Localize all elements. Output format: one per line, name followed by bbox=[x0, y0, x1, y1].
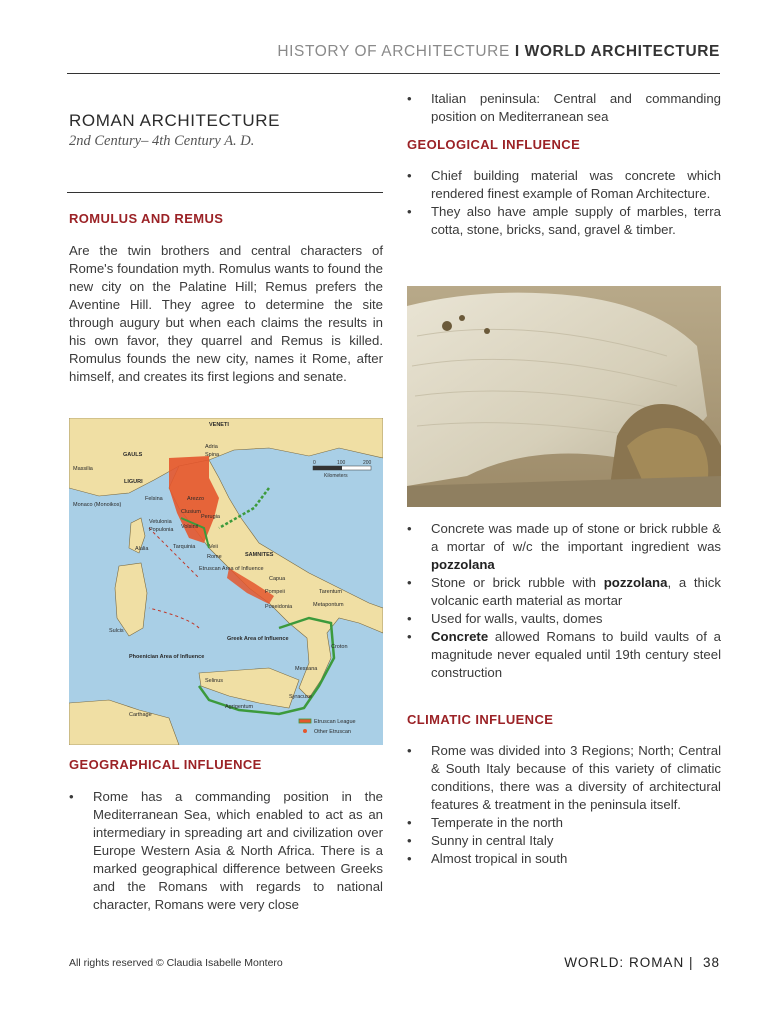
peninsula-item: • Italian peninsula: Central and commanding position on Mediterranean sea bbox=[407, 90, 721, 126]
label-volsinii: Volsinii bbox=[181, 524, 199, 530]
header-separator: I bbox=[509, 43, 525, 60]
romulus-body: Are the twin brothers and central characters of Rome's foundation myth. Romulus wants to found the new city on the Palatine Hill; Remus prefers the Aventine Hill. They agree to determine the site through augury but when each claims the results in his own favor, they quarrel and Remus is killed. Romulus founds the new city, names it Rome, after himself, and creates its first legions and senate. bbox=[69, 243, 383, 384]
label-perugia: Perugia bbox=[201, 514, 220, 520]
header-rule bbox=[67, 73, 720, 74]
legend-etruscan-league: Etruscan League bbox=[314, 719, 356, 725]
heading-romulus-remus: ROMULUS AND REMUS bbox=[69, 211, 224, 226]
header-section-title: WORLD ARCHITECTURE bbox=[524, 43, 720, 60]
concrete-item-2-bold: pozzolana bbox=[603, 575, 668, 590]
label-felsina: Felsina bbox=[145, 496, 163, 502]
running-header bbox=[277, 43, 720, 61]
concrete-item-2 bbox=[407, 574, 721, 610]
label-croton: Croton bbox=[331, 644, 348, 650]
scale-200: 200 bbox=[363, 460, 372, 466]
label-capua: Capua bbox=[269, 576, 286, 582]
header-book-title: HISTORY OF ARCHITECTURE bbox=[277, 43, 510, 60]
climatic-item: • Temperate in the north bbox=[407, 814, 721, 832]
scale-100: 100 bbox=[337, 460, 346, 466]
label-massilia: Massilia bbox=[73, 466, 93, 472]
label-carthage: Carthage bbox=[129, 712, 152, 718]
romulus-section bbox=[69, 242, 383, 386]
peninsula-list bbox=[407, 90, 721, 126]
concrete-item-4-bold: Concrete bbox=[431, 629, 489, 644]
footer-section: WORLD: ROMAN | bbox=[564, 955, 694, 970]
geological-section bbox=[407, 167, 721, 239]
concrete-item-4-text: allowed Romans to build vaults of a magnitude never equaled until 19th century steel construction bbox=[431, 629, 721, 680]
right-top-section bbox=[407, 90, 721, 126]
label-alalia: Alalia bbox=[135, 546, 149, 552]
concrete-item-1-bold: pozzolana bbox=[431, 557, 495, 572]
label-spina: Spina bbox=[205, 452, 220, 458]
scale-0: 0 bbox=[313, 460, 316, 466]
climatic-item: • Sunny in central Italy bbox=[407, 832, 721, 850]
concrete-item-1-text: Concrete was made up of stone or brick rubble & a mortar of w/c the important ingredient was bbox=[431, 521, 721, 554]
geographical-section bbox=[69, 788, 383, 914]
label-poseidonia: Poseidonia bbox=[265, 604, 293, 610]
scale-kilometers: Kilometers bbox=[324, 473, 348, 479]
label-messana: Messana bbox=[295, 666, 318, 672]
concrete-item-2-tail: , a thick volcanic earth material as mortar bbox=[431, 575, 721, 608]
label-greek-area: Greek Area of Influence bbox=[227, 636, 289, 642]
concrete-section bbox=[407, 520, 721, 682]
concrete-item-4 bbox=[407, 628, 721, 682]
label-tarquinia: Tarquinia bbox=[173, 544, 196, 550]
label-arezzo: Arezzo bbox=[187, 496, 205, 502]
heading-geological: GEOLOGICAL INFLUENCE bbox=[407, 137, 581, 152]
label-adria: Adria bbox=[205, 444, 218, 450]
label-sulcis: Sulcis bbox=[109, 628, 124, 634]
concrete-item-2-text: Stone or brick rubble with bbox=[431, 575, 604, 590]
label-agrigentum: Agrigentum bbox=[225, 704, 254, 710]
climatic-item: • Almost tropical in south bbox=[407, 850, 721, 868]
legend-other-etruscan: Other Etruscan bbox=[314, 729, 351, 735]
footer-page-info bbox=[564, 955, 720, 970]
label-veii: Veii bbox=[209, 544, 218, 550]
photo-volcanic-rock bbox=[407, 286, 721, 507]
label-veneti: VENETI bbox=[209, 422, 229, 428]
label-rome: Rome bbox=[207, 554, 222, 560]
climatic-list bbox=[407, 742, 721, 868]
concrete-item-1 bbox=[407, 520, 721, 574]
label-gauls: GAULS bbox=[123, 452, 143, 458]
label-etruscan-area: Etruscan Area of Influence bbox=[199, 566, 264, 572]
label-metapontum: Metapontum bbox=[313, 602, 344, 608]
concrete-list bbox=[407, 520, 721, 682]
label-syracuse: Syracuse bbox=[289, 694, 312, 700]
label-liguri: LIGURI bbox=[124, 479, 143, 485]
geographical-item: • Rome has a commanding position in the Mediterranean Sea, which enabled to act as an intermediary in spreading art and civilization over Europe Western Asia & North Africa. There is a marked geographical difference between Greeks and the Romans with regards to national character, Romans were very close bbox=[69, 788, 383, 914]
climatic-item: • Rome was divided into 3 Regions; North; Central & South Italy because of this variety of climatic conditions, there was a diversity of architectural features & treatment in the peninsula itself. bbox=[407, 742, 721, 814]
label-vetulonia: Vetulonia bbox=[149, 519, 172, 525]
geological-item: • They also have ample supply of marbles, terra cotta, stone, bricks, sand, gravel & timber. bbox=[407, 203, 721, 239]
label-selinus: Selinus bbox=[205, 678, 224, 684]
page-title: ROMAN ARCHITECTURE bbox=[69, 111, 281, 130]
label-phoenician-area: Phoenician Area of Influence bbox=[129, 654, 205, 660]
climatic-section bbox=[407, 742, 721, 868]
label-tarentum: Tarentum bbox=[319, 589, 342, 595]
page-number: 38 bbox=[702, 955, 720, 970]
heading-climatic: CLIMATIC INFLUENCE bbox=[407, 712, 554, 727]
label-samnites: SAMNITES bbox=[245, 552, 274, 558]
concrete-item-3: • Used for walls, vaults, domes bbox=[407, 610, 721, 628]
label-pompeii: Pompeii bbox=[265, 589, 285, 595]
label-monaco: Monaco (Monoikos) bbox=[73, 502, 122, 508]
page-subtitle: 2nd Century– 4th Century A. D. bbox=[69, 133, 255, 149]
label-clusium: Clusium bbox=[181, 509, 201, 515]
map-ancient-italy bbox=[69, 418, 383, 745]
geographical-list bbox=[69, 788, 383, 914]
geological-list bbox=[407, 167, 721, 239]
label-populonia: Populonia bbox=[149, 527, 174, 533]
heading-geographical: GEOGRAPHICAL INFLUENCE bbox=[69, 757, 262, 772]
title-rule bbox=[67, 192, 383, 193]
geological-item: • Chief building material was concrete which rendered finest example of Roman Architecture. bbox=[407, 167, 721, 203]
footer-copyright: All rights reserved © Claudia Isabelle Montero bbox=[69, 957, 283, 969]
